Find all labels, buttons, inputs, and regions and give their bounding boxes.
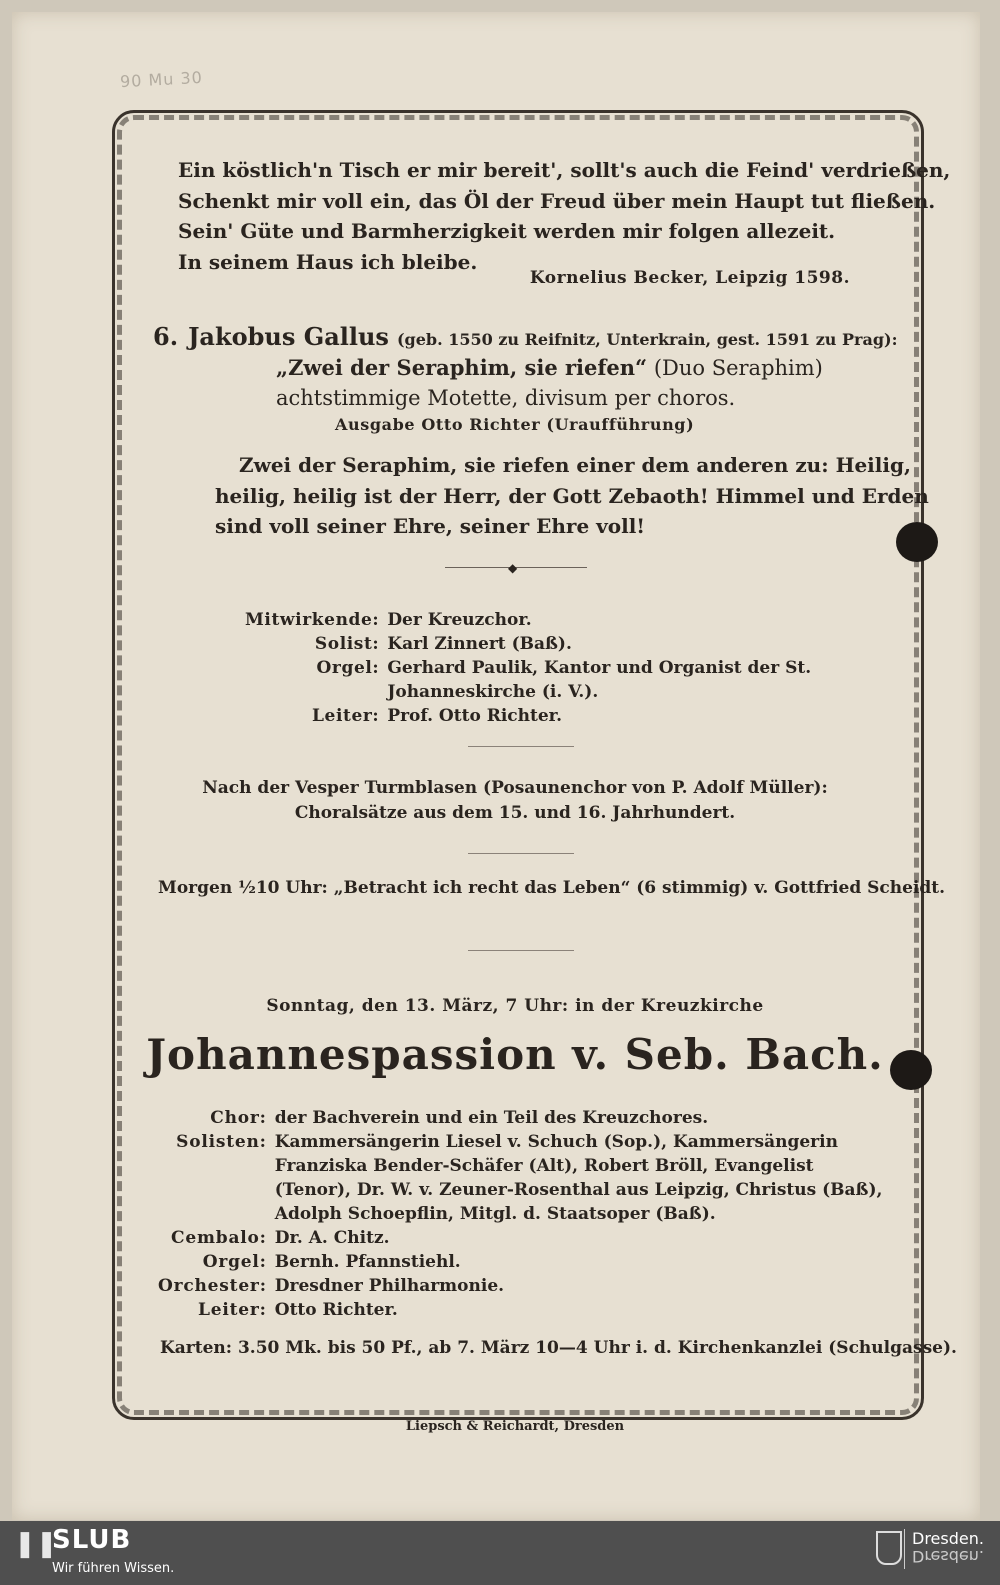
divider-line <box>468 853 574 854</box>
cast-value: der Bachverein und ein Teil des Kreuzchores. <box>274 1108 709 1128</box>
cast-role: Solisten: <box>176 1132 267 1152</box>
dresden-logo-text[interactable]: Dresden. <box>912 1529 984 1548</box>
motet-text-line: heilig, heilig ist der Herr, der Gott Zebaoth! Himmel und Erden <box>215 483 929 508</box>
motet-text-line: sind voll seiner Ehre, seiner Ehre voll! <box>215 514 646 538</box>
work-subtitle: achtstimmige Motette, divisum per choros. <box>276 386 736 410</box>
work-edition: Ausgabe Otto Richter (Uraufführung) <box>335 415 695 434</box>
poem-verse <box>178 155 950 277</box>
slub-tagline: Wir führen Wissen. <box>52 1561 175 1576</box>
cast-value: Bernh. Pfannstiehl. <box>274 1252 461 1272</box>
cast-list <box>158 1106 885 1322</box>
composer-life: (geb. 1550 zu Reifnitz, Unterkrain, gest. 1591 zu Prag): <box>396 330 898 349</box>
cast-value: Dr. A. Chitz. <box>274 1228 390 1248</box>
book-icon: ❚❚ <box>14 1529 58 1559</box>
item-number: 6. <box>153 322 179 351</box>
poem-line: Sein' Güte und Barmherzigkeit werden mir folgen allezeit. <box>178 219 836 243</box>
poem-source: Kornelius Becker, Leipzig 1598. <box>529 268 850 288</box>
cast-role: Chor: <box>210 1108 267 1128</box>
library-footer <box>0 1521 1000 1585</box>
cast-role: Orgel: <box>202 1252 267 1272</box>
cast-row <box>158 1250 885 1274</box>
divider-line <box>468 746 574 747</box>
performers-list <box>245 608 867 728</box>
composer-name: Jakobus Gallus <box>188 322 389 351</box>
cast-value: Otto Richter. <box>274 1300 398 1320</box>
morning-service-note: Morgen ½10 Uhr: „Betracht ich recht das Leben“ (6 stimmig) v. Gottfried Scheidt. <box>158 878 946 898</box>
credit-role: Solist: <box>314 634 380 654</box>
brass-note-line: Nach der Vesper Turmblasen (Posaunenchor von P. Adolf Müller): <box>202 778 828 798</box>
divider-line <box>468 950 574 951</box>
credit-value: Prof. Otto Richter. <box>387 706 562 726</box>
poem-line: Ein köstlich'n Tisch er mir bereit', sollt's auch die Feind' verdrießen, <box>178 158 951 182</box>
credit-role: Orgel: <box>316 658 380 678</box>
work-title-german: „Zwei der Seraphim, sie riefen“ <box>276 355 648 380</box>
cast-row <box>158 1298 885 1322</box>
work-title-latin: (Duo Seraphim) <box>653 356 823 380</box>
cast-role: Orchester: <box>158 1276 267 1296</box>
cast-row <box>158 1274 885 1298</box>
cast-row <box>158 1226 885 1250</box>
concert-title: Johannespassion v. Seb. Bach. <box>146 1030 884 1079</box>
dresden-logo-reflection: Dresden. <box>912 1547 984 1566</box>
credit-row <box>245 608 867 632</box>
pencil-note: 90 Mu 30 <box>119 67 204 92</box>
slub-logo-text[interactable]: SLUB <box>52 1525 132 1555</box>
brass-note-line: Choralsätze aus dem 15. und 16. Jahrhundert. <box>294 803 736 823</box>
poem-line: Schenkt mir voll ein, das Öl der Freud über mein Haupt tut fließen. <box>178 188 936 213</box>
credit-role: Mitwirkende: <box>245 610 380 630</box>
ticket-info: Karten: 3.50 Mk. bis 50 Pf., ab 7. März 10—4 Uhr i. d. Kirchenkanzlei (Schulgasse). <box>160 1338 957 1358</box>
item-6-heading <box>153 322 897 351</box>
ornament-diamond: ◆ <box>508 561 518 575</box>
cast-row <box>158 1130 885 1226</box>
motet-text-line: Zwei der Seraphim, sie riefen einer dem anderen zu: Heilig, <box>239 453 911 477</box>
credit-value: Gerhard Paulik, Kantor und Organist der St. Johanneskirche (i. V.). <box>387 658 812 702</box>
cast-role: Cembalo: <box>171 1228 267 1248</box>
concert-date: Sonntag, den 13. März, 7 Uhr: in der Kreuzkirche <box>266 996 764 1016</box>
cast-role: Leiter: <box>198 1300 267 1320</box>
motet-text <box>215 450 929 542</box>
credit-row <box>245 704 867 728</box>
poem-line: In seinem Haus ich bleibe. <box>178 249 478 274</box>
work-title <box>276 355 823 380</box>
divider <box>904 1529 905 1569</box>
credit-value: Der Kreuzchor. <box>387 610 532 630</box>
cast-row <box>158 1106 885 1130</box>
credit-role: Leiter: <box>311 706 380 726</box>
credit-value: Karl Zinnert (Baß). <box>387 634 572 654</box>
printer-imprint: Liepsch & Reichardt, Dresden <box>405 1419 625 1434</box>
credit-row <box>245 656 867 704</box>
cast-value: Dresdner Philharmonie. <box>274 1276 505 1296</box>
cast-value: Kammersängerin Liesel v. Schuch (Sop.), Kammersängerin Franziska Bender-Schäfer (Alt), Robert Bröll, Evangelist (Tenor), Dr. W. v. Zeuner-Rosenthal aus Leipzig, Christus (Baß), Adolph Schoepflin, Mitgl. d. Staatsoper (Baß). <box>274 1132 883 1224</box>
credit-row <box>245 632 867 656</box>
dresden-crest-icon <box>876 1531 902 1565</box>
